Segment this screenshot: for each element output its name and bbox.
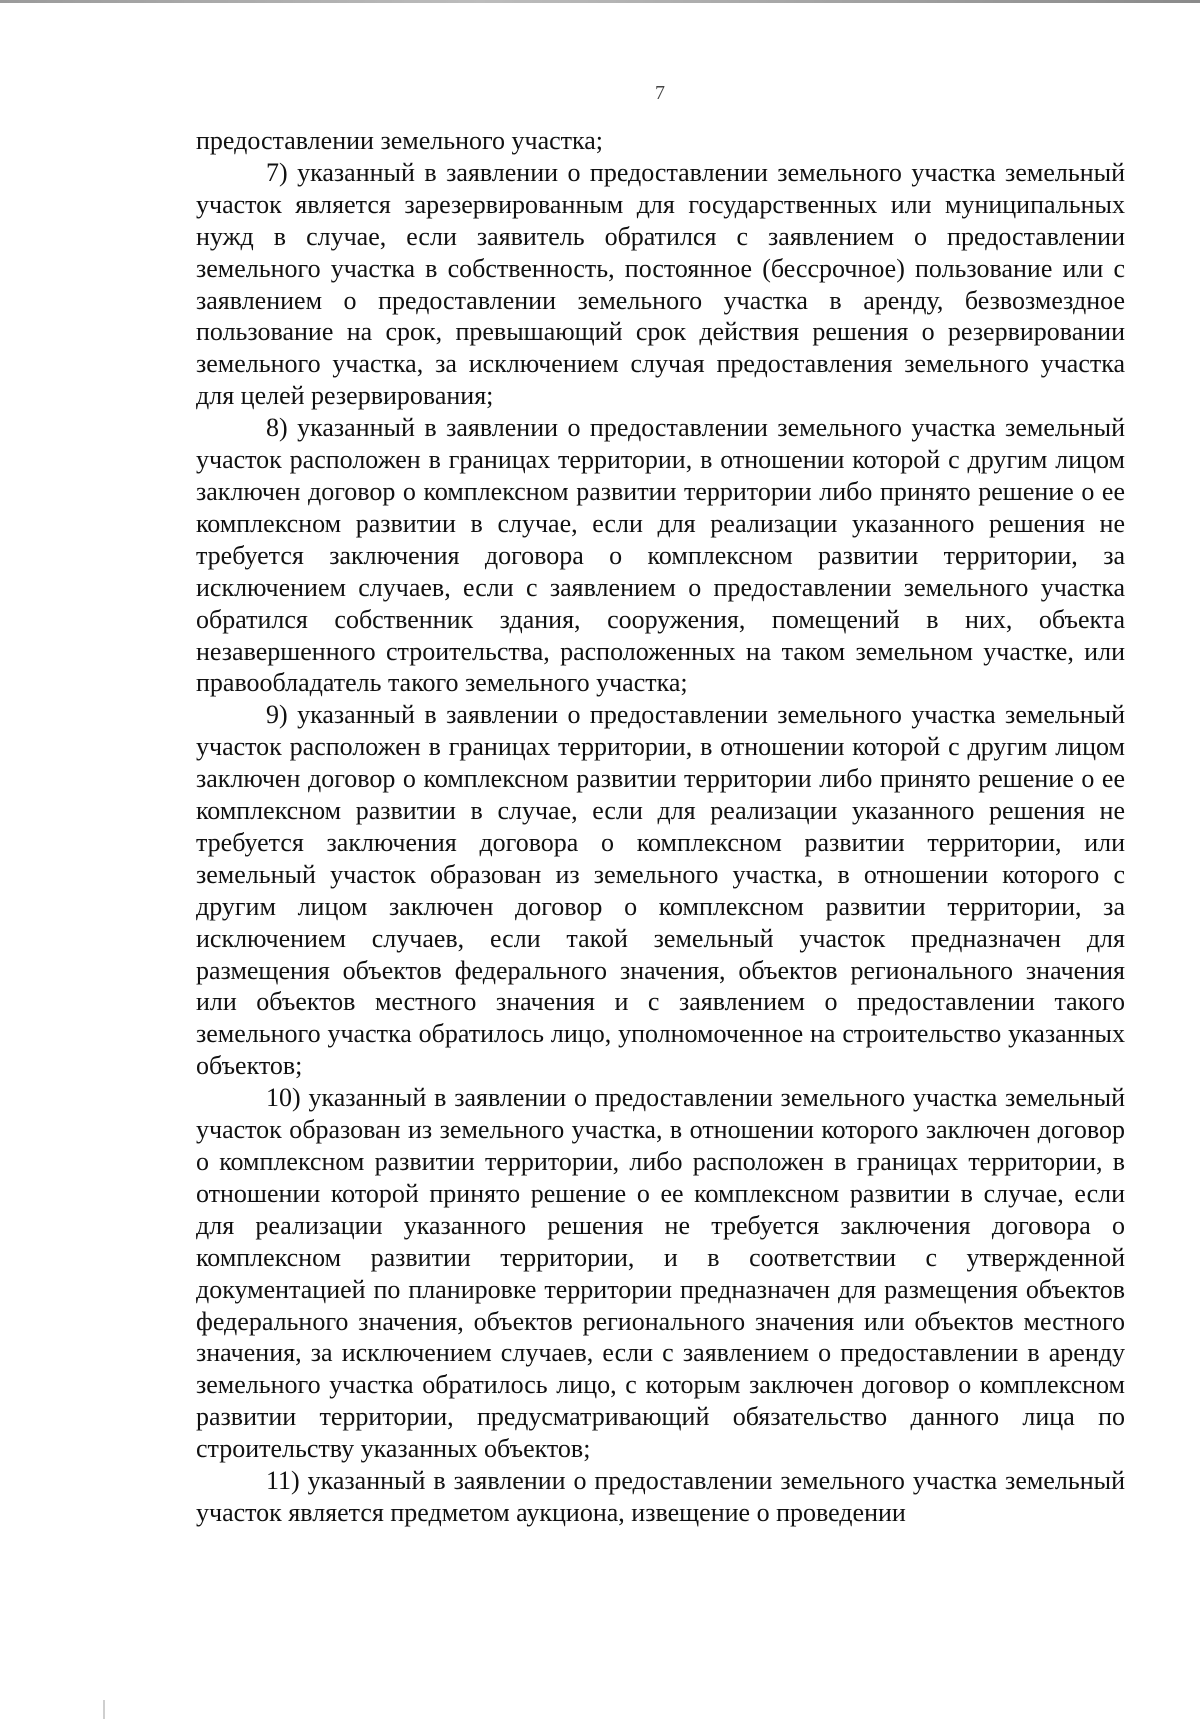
continuation-paragraph: предоставлении земельного участка; [196,126,604,155]
scan-artifact [103,1700,105,1719]
list-item-9: 9) указанный в заявлении о предоставлении земельного участка земельный участок расположен в границах территории, в отношении которой с другим лицом заключен договор о комплексном развитии территории либо принято решение о ее комплексном развитии в случае, если для реализации указанного решения не требуется заключения договора о комплексном развитии территории, или земельный участок образован из земельного участка, в отношении которого с другим лицом заключен договор о комплексном развитии территории, за исключением случаев, если такой земельный участок предназначен для размещения объектов федерального значения, объектов регионального значения или объектов местного значения и с заявлением о предоставлении такого земельного участка обратилось лицо, уполномоченное на строительство указанных объектов; [196,700,1125,1081]
list-item-10: 10) указанный в заявлении о предоставлении земельного участка земельный участок образован из земельного участка, в отношении которого заключен договор о комплексном развитии территории, либо расположен в границах территории, в отношении которой принято решение о ее комплексном развитии в случае, если для реализации указанного решения не требуется заключения договора о комплексном развитии территории, и в соответствии с утвержденной документацией по планировке территории предназначен для размещения объектов федерального значения, объектов регионального значения или объектов местного значения, за исключением случаев, если с заявлением о предоставлении в аренду земельного участка обратилось лицо, с которым заключен договор о комплексном развитии территории, предусматривающий обязательство данного лица по строительству указанных объектов; [196,1083,1125,1464]
document-body [196,125,1125,1529]
scan-top-edge [0,0,1200,3]
list-item-11: 11) указанный в заявлении о предоставлении земельного участка земельный участок является предметом аукциона, извещение о проведении [196,1466,1125,1527]
list-item-7: 7) указанный в заявлении о предоставлении земельного участка земельный участок является зарезервированным для государственных или муниципальных нужд в случае, если заявитель обратился с заявлением о предоставлении земельного участка в собственность, постоянное (бессрочное) пользование или с заявлением о предоставлении земельного участка в аренду, безвозмездное пользование на срок, превышающий срок действия решения о резервировании земельного участка, за исключением случая предоставления земельного участка для целей резервирования; [196,157,1125,411]
page-number: 7 [655,82,665,104]
list-item-8: 8) указанный в заявлении о предоставлении земельного участка земельный участок расположен в границах территории, в отношении которой с другим лицом заключен договор о комплексном развитии территории либо принято решение о ее комплексном развитии в случае, если для реализации указанного решения не требуется заключения договора о комплексном развитии территории, за исключением случаев, если с заявлением о предоставлении земельного участка обратился собственник здания, сооружения, помещений в них, объекта незавершенного строительства, расположенных на таком земельном участке, или правообладатель такого земельного участка; [196,413,1125,698]
